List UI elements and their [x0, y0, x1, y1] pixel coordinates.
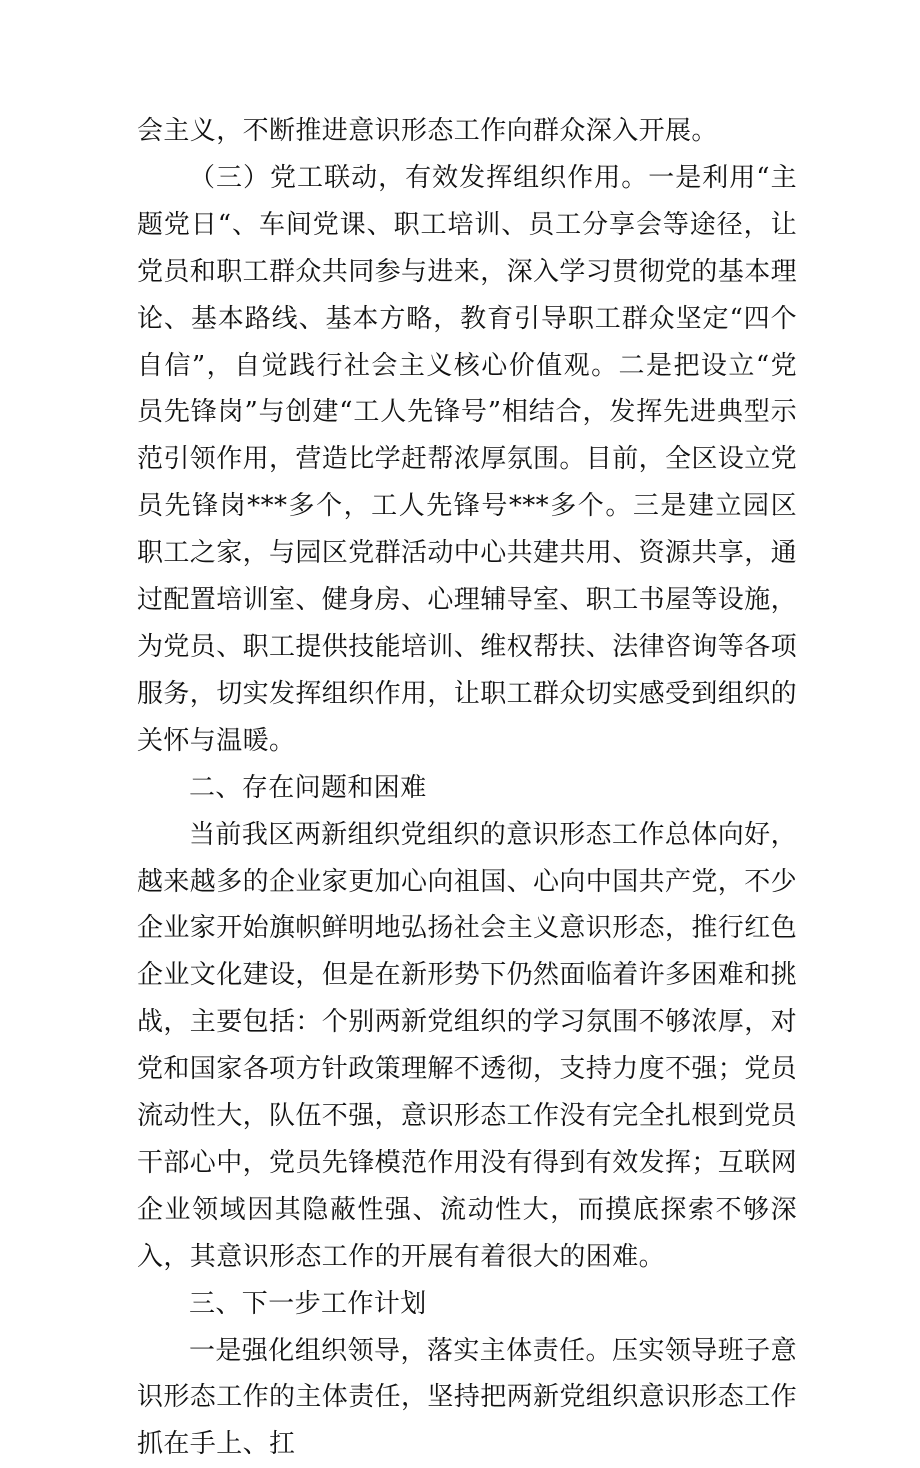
section-heading-next-plan: 三、下一步工作计划	[189, 1288, 427, 1319]
paragraph-continuation: 会主义，不断推进意识形态工作向群众深入开展。	[137, 116, 718, 146]
section-heading-problems: 二、存在问题和困难	[189, 772, 427, 803]
paragraph-party-union-linkage: （三）党工联动，有效发挥组织作用。一是利用“主题党日“、车间党课、职工培训、员工分享会等途径，让党员和职工群众共同参与进来，深入学习贯彻党的基本理论、基本路线、基本方略，教育引导职工群众坚定“四个自信”，自觉践行社会主义核心价值观。二是把设立“党员先锋岗”与创建“工人先锋号”相结合，发挥先进典型示范引领作用，营造比学赶帮浓厚氛围。目前，全区设立党员先锋岗***多个，工人先锋号***多个。三是建立园区职工之家，与园区党群活动中心共建共用、资源共享，通过配置培训室、健身房、心理辅导室、职工书屋等设施，为党员、职工提供技能培训、维权帮扶、法律咨询等各项服务，切实发挥组织作用，让职工群众切实感受到组织的关怀与温暖。	[137, 162, 798, 756]
paragraph-next-plan: 一是强化组织领导，落实主体责任。压实领导班子意识形态工作的主体责任，坚持把两新党组织意识形态工作抓在手上、扛	[137, 1335, 798, 1460]
document-body	[137, 108, 797, 1468]
paragraph-problems: 当前我区两新组织党组织的意识形态工作总体向好，越来越多的企业家更加心向祖国、心向中国共产党，不少企业家开始旗帜鲜明地弘扬社会主义意识形态，推行红色企业文化建设，但是在新形势下仍然面临着许多困难和挑战，主要包括：个别两新党组织的学习氛围不够浓厚，对党和国家各项方针政策理解不透彻，支持力度不强；党员流动性大，队伍不强，意识形态工作没有完全扎根到党员干部心中，党员先锋模范作用没有得到有效发挥；互联网企业领域因其隐蔽性强、流动性大，而摸底探索不够深入，其意识形态工作的开展有着很大的困难。	[137, 819, 798, 1272]
